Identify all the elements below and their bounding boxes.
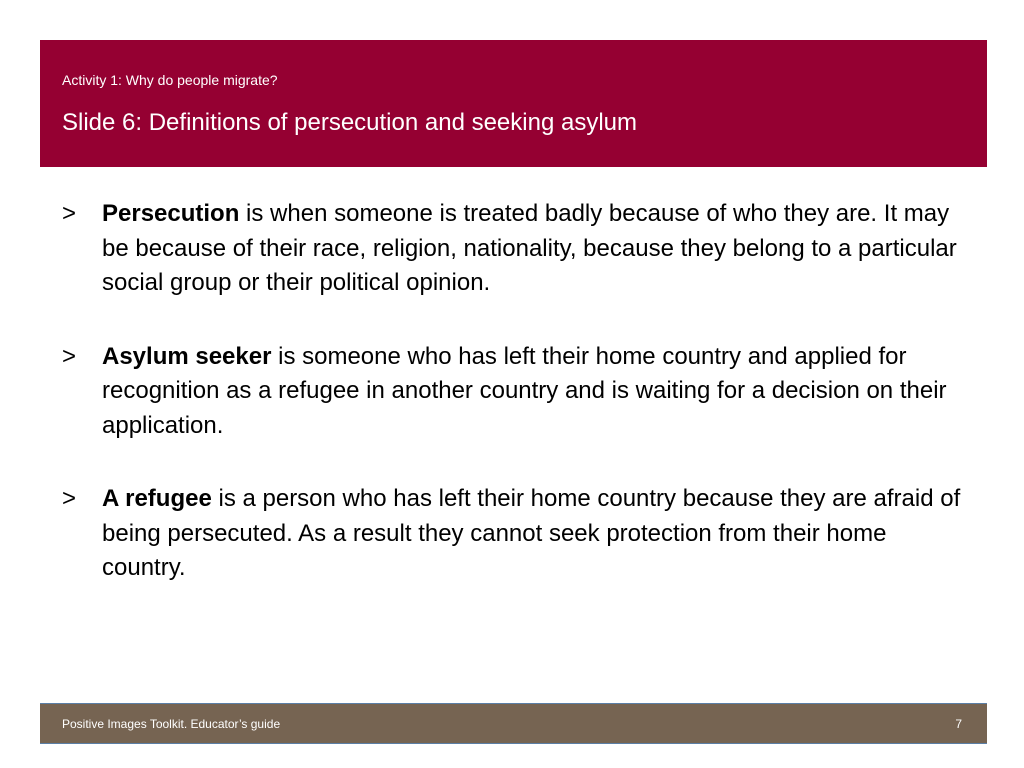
activity-label: Activity 1: Why do people migrate? — [62, 72, 278, 88]
definition-asylum-seeker — [62, 340, 972, 444]
page-number: 7 — [955, 717, 962, 731]
definition-term: Asylum seeker — [102, 342, 272, 370]
definition-text: is someone who has left their home country and applied for recognition as a refugee in another country and is waiting for a decision on their application. — [102, 342, 947, 439]
definitions-list — [62, 197, 972, 625]
bullet-marker: > — [62, 200, 77, 227]
footer-source: Positive Images Toolkit. Educator’s guide — [62, 717, 281, 731]
bullet-marker: > — [62, 485, 77, 512]
definition-term: Persecution — [102, 200, 240, 227]
definition-term: A refugee — [102, 485, 212, 512]
bullet-marker: > — [62, 342, 77, 370]
slide-footer — [40, 703, 987, 744]
definition-text: is a person who has left their home country because they are afraid of being persecuted. As a result they cannot seek protection from their home country. — [102, 485, 961, 581]
slide-header — [40, 40, 987, 167]
definition-text: is when someone is treated badly because of who they are. It may be because of their race, religion, nationality, because they belong to a particular social group or their political opinion. — [102, 200, 957, 296]
definition-refugee — [62, 482, 972, 586]
slide-title: Slide 6: Definitions of persecution and seeking asylum — [62, 109, 637, 136]
definition-persecution — [62, 197, 972, 301]
